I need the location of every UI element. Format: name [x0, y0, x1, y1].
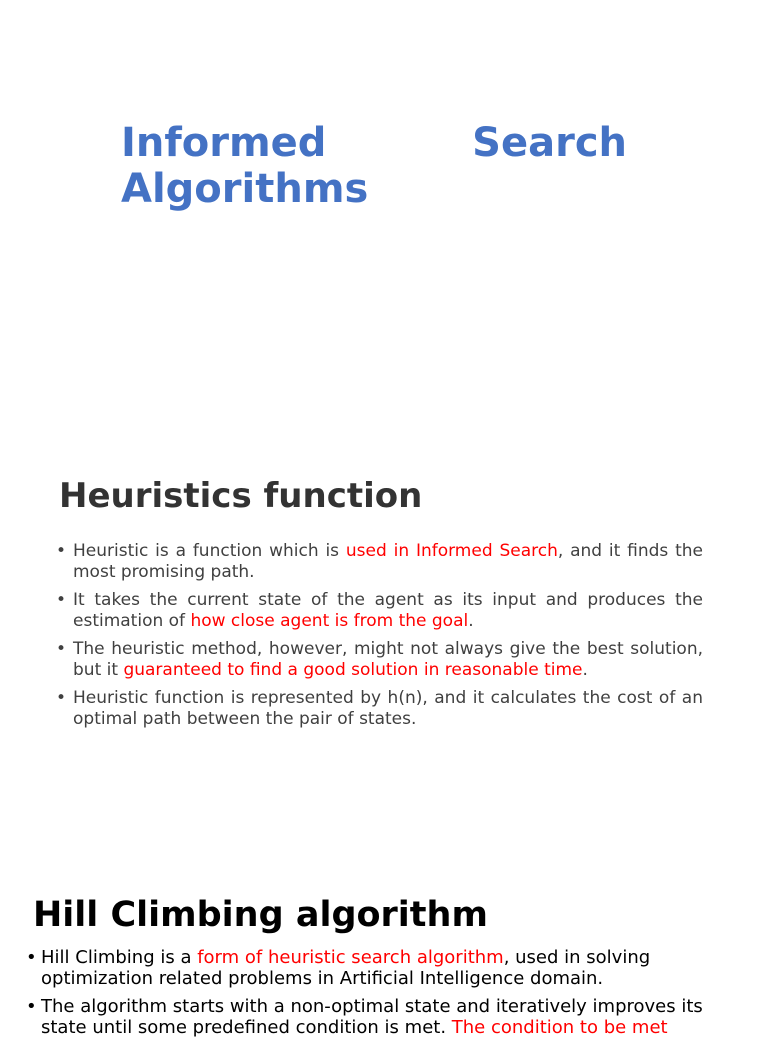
- bullet-icon: •: [56, 688, 67, 708]
- hill-climbing-bullet-list: [26, 947, 746, 1045]
- bullet-text: The algorithm starts with a non-optimal state and iteratively improves its state until some predefined condition is met.: [41, 996, 703, 1038]
- bullet-item: [56, 639, 703, 681]
- bullet-icon: •: [56, 590, 67, 610]
- bullet-item: [56, 541, 703, 583]
- bullet-text: Heuristic is a function which is: [73, 541, 346, 561]
- bullet-text: , used in solving optimization related problems in Artificial Intelligence domain.: [41, 947, 651, 989]
- highlighted-text: used in Informed Search: [345, 541, 558, 561]
- bullet-icon: •: [56, 541, 67, 561]
- bullet-item: [56, 688, 703, 730]
- bullet-icon: •: [56, 639, 67, 659]
- bullet-text: The heuristic method, however, might not always give the best solution, but it: [73, 639, 703, 680]
- bullet-item: [26, 947, 746, 989]
- bullet-item: [56, 590, 703, 632]
- bullet-text: It takes the current state of the agent as its input and produces the estimation of: [73, 590, 703, 631]
- highlighted-text: form of heuristic search algorithm: [197, 947, 504, 968]
- bullet-text: .: [582, 660, 588, 680]
- hill-climbing-heading: Hill Climbing algorithm: [33, 895, 488, 935]
- highlighted-text: The condition to be met: [451, 1017, 668, 1038]
- bullet-text: Hill Climbing is a: [41, 947, 198, 968]
- highlighted-text: guaranteed to find a good solution in reasonable time: [123, 660, 583, 680]
- title-word: Informed: [121, 120, 327, 166]
- bullet-icon: •: [26, 996, 37, 1017]
- heuristics-heading: Heuristics function: [59, 476, 423, 516]
- highlighted-text: how close agent is from the goal: [190, 611, 469, 631]
- bullet-item: [26, 996, 746, 1038]
- bullet-text: , and it finds the most promising path.: [73, 541, 704, 582]
- slide-title: [121, 120, 627, 212]
- bullet-text: Heuristic function is represented by h(n), and it calculates the cost of an optimal path between the pair of states.: [73, 688, 703, 729]
- title-word: Algorithms: [121, 166, 369, 212]
- bullet-text: .: [468, 611, 474, 631]
- heuristics-bullet-list: [56, 541, 703, 737]
- title-word: Search: [472, 120, 627, 166]
- bullet-icon: •: [26, 947, 37, 968]
